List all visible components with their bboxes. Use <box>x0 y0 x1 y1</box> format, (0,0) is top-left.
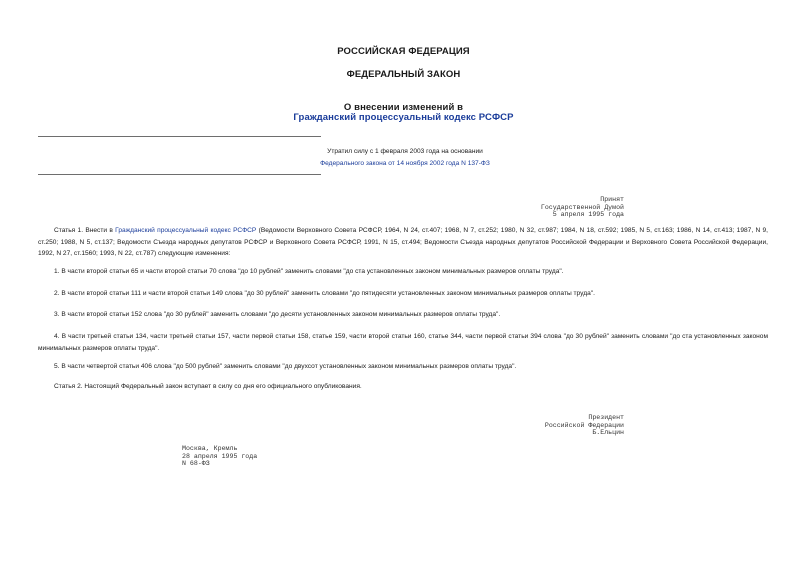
article-1 <box>38 225 768 260</box>
divider-bottom <box>38 174 321 175</box>
place-block <box>182 445 257 468</box>
article-2: Статья 2. Настоящий Федеральный закон вступает в силу со дня его официального опубликования. <box>54 383 362 390</box>
header-doc-type: ФЕДЕРАЛЬНЫЙ ЗАКОН <box>346 69 461 80</box>
adopted-block <box>541 196 624 219</box>
law-title-link[interactable]: Гражданский процессуальный кодекс РСФСР <box>293 112 514 123</box>
status-text: Утратил силу с 1 февраля 2003 года на основании <box>327 148 483 155</box>
place-line1: Москва, Кремль <box>182 445 238 452</box>
article-1-code-link[interactable]: Гражданский процессуальный кодекс РСФСР <box>115 227 257 234</box>
item-4: 4. В части третьей статьи 134, части третьей статьи 157, части первой статьи 158, статье 159, части второй статьи 160, статье 344, части первой статьи 394 слова "до 30 рублей" заменить словами "до ста установленных законом минимальных размеров оплаты труда". <box>38 333 768 352</box>
item-1: 1. В части второй статьи 65 и части второй статьи 70 слова "до 10 рублей" заменить словами "до ста установленных законом минимальных размеров оплаты труда". <box>54 268 564 275</box>
signature-block <box>545 414 624 437</box>
adopted-line1: Принят <box>600 196 624 203</box>
status-link[interactable]: Федерального закона от 14 ноября 2002 года N 137-ФЗ <box>320 160 490 167</box>
adopted-line3: 5 апреля 1995 года <box>552 211 624 219</box>
place-line2: 28 апреля 1995 года <box>182 452 258 460</box>
place-line3: N 68-ФЗ <box>182 460 210 468</box>
signature-line1: Президент <box>588 414 624 421</box>
item-5: 5. В части четвертой статьи 406 слова "до 500 рублей" заменить словами "до двухсот установленных законом минимальных размеров оплаты труда". <box>54 363 517 370</box>
adopted-line2: Государственной Думой <box>540 203 624 211</box>
signature-line3: Б.Ельцин <box>592 429 624 437</box>
law-title: О внесении изменений в <box>343 102 464 113</box>
header-country: РОССИЙСКАЯ ФЕДЕРАЦИЯ <box>337 46 470 57</box>
divider-top <box>38 136 321 137</box>
article-1-prefix: Статья 1. Внести в <box>54 227 116 234</box>
item-2: 2. В части второй статьи 111 и части второй статьи 149 слова "до 30 рублей" заменить словами "до пятидесяти установленных законом минимальных размеров оплаты труда". <box>54 290 595 297</box>
signature-line2: Российской Федерации <box>544 421 624 429</box>
article-1-text: (Ведомости Верховного Совета РСФСР, 1964, N 24, ст.407; 1968, N 7, ст.252; 1980, N 32, ст.987; 1984, N 18, ст.592; 1985, N 5, ст.163; 1986, N 14, ст.413; 1987, N 9, ст.250; 1988, N 5, ст.137; Ведомости Съезда народных депутатов РСФСР и Верховного Совета РСФСР, 1991, N 15, ст.494; Ведомости Съезда народных депутатов Российской Федерации и Верховного Совета Российской Федерации, 1992, N 27, ст.1560; 1993, N 22, ст.787) следующие изменения: <box>38 227 769 257</box>
item-3: 3. В части второй статьи 152 слова "до 30 рублей" заменить словами "до десяти установленных законом минимальных размеров оплаты труда". <box>54 311 501 318</box>
